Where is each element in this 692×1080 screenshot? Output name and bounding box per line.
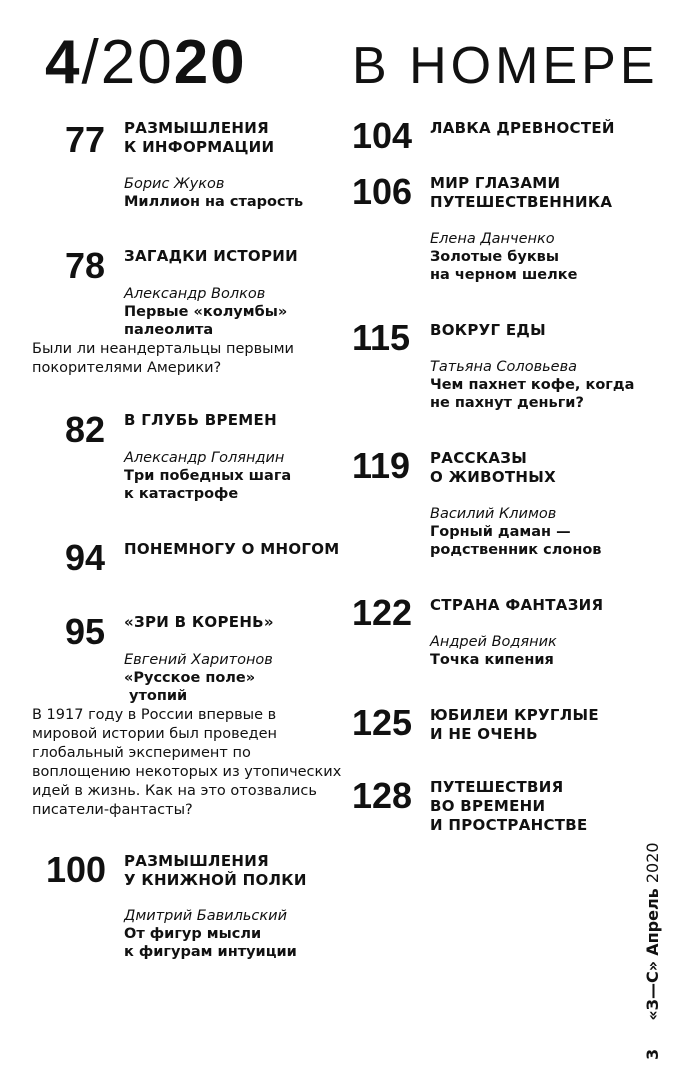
article-author: Дмитрий Бавильский [124, 908, 287, 924]
section-title: МИР ГЛАЗАМИ ПУТЕШЕСТВЕННИКА [430, 174, 613, 211]
article-author: Александр Голяндин [124, 450, 285, 466]
article-title[interactable]: «Русское поле» утопий [124, 670, 256, 704]
page-number: 82 [65, 409, 106, 450]
article-author: Елена Данченко [430, 231, 555, 247]
section-title: РАЗМЫШЛЕНИЯ У КНИЖНОЙ ПОЛКИ [124, 852, 307, 889]
page-number: 119 [352, 445, 411, 486]
page-footer [643, 842, 663, 1060]
article-description: В 1917 году в России впервые в мировой истории был проведен глобальный эксперимент по воплощению некоторых из утопических идей в жизнь. Как на это отозвались писатели-фантасты? [32, 707, 342, 818]
section-title: ПОНЕМНОГУ О МНОГОМ [124, 540, 340, 558]
section-title: СТРАНА ФАНТАЗИЯ [430, 596, 604, 614]
footer-month: Апрель [643, 888, 662, 956]
article-author: Андрей Водяник [430, 634, 557, 650]
article-title[interactable]: Точка кипения [430, 652, 554, 668]
section-title: ПУТЕШЕСТВИЯ ВО ВРЕМЕНИ И ПРОСТРАНСТВЕ [430, 778, 588, 834]
page-number: 106 [352, 171, 413, 212]
footer-magazine: «З—С» [643, 960, 662, 1021]
section-title: В ГЛУБЬ ВРЕМЕН [124, 411, 277, 429]
article-author: Василий Климов [430, 506, 557, 522]
section-title: ЮБИЛЕИ КРУГЛЫЕ И НЕ ОЧЕНЬ [430, 706, 599, 743]
article-author: Борис Жуков [124, 176, 225, 192]
article-author: Татьяна Соловьева [430, 359, 578, 375]
footer-page-number: 3 [643, 1048, 662, 1060]
page-number: 94 [65, 537, 106, 578]
page-number: 128 [352, 775, 413, 816]
footer-year: 2020 [643, 842, 662, 884]
page-number: 104 [352, 115, 413, 156]
page-number: 125 [352, 702, 413, 743]
section-title: «ЗРИ В КОРЕНЬ» [124, 613, 274, 631]
article-title[interactable]: Миллион на старость [124, 194, 304, 210]
issue-header [45, 28, 247, 98]
article-title[interactable]: Три победных шага к катастрофе [124, 468, 292, 502]
article-title[interactable]: Горный даман — родственник слонов [430, 524, 602, 558]
article-author: Евгений Харитонов [124, 652, 273, 668]
page-title: В НОМЕРЕ [352, 37, 659, 95]
page-number: 77 [65, 119, 106, 160]
section-title: РАЗМЫШЛЕНИЯ К ИНФОРМАЦИИ [124, 119, 275, 156]
article-title[interactable]: Чем пахнет кофе, когда не пахнут деньги? [430, 377, 635, 411]
section-title: ЗАГАДКИ ИСТОРИИ [124, 247, 298, 265]
page-number: 115 [352, 317, 411, 358]
page-number: 95 [65, 611, 106, 652]
page-number: 100 [46, 849, 107, 890]
article-title[interactable]: Первые «колумбы» палеолита [124, 304, 288, 338]
page-number: 122 [352, 592, 413, 633]
issue-number: 4/2020 [45, 28, 247, 97]
section-title: РАССКАЗЫ О ЖИВОТНЫХ [430, 449, 556, 486]
article-title[interactable]: От фигур мысли к фигурам интуиции [124, 926, 297, 960]
article-author: Александр Волков [124, 286, 266, 302]
page-number: 78 [65, 245, 106, 286]
section-title: ВОКРУГ ЕДЫ [430, 321, 546, 339]
article-title[interactable]: Золотые буквы на черном шелке [430, 249, 578, 283]
article-description: Были ли неандертальцы первыми покорителями Америки? [32, 341, 294, 376]
section-title: ЛАВКА ДРЕВНОСТЕЙ [430, 119, 615, 137]
